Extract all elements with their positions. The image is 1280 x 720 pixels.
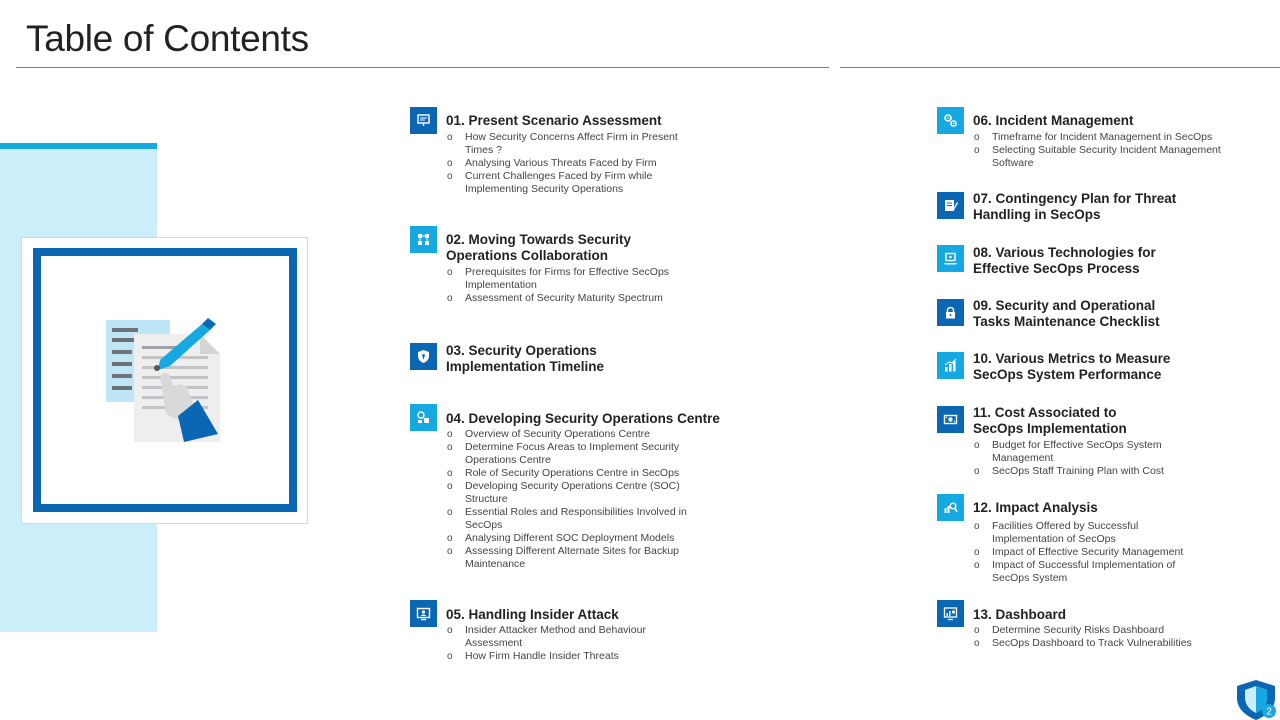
laptop-icon bbox=[937, 245, 964, 272]
shield-icon bbox=[410, 343, 437, 370]
toc-bullets bbox=[446, 624, 681, 663]
list-item: o Analysing Different SOC Deployment Models bbox=[446, 532, 706, 545]
list-item: o Assessment of Security Maturity Spectrum bbox=[446, 292, 691, 305]
title-divider-left bbox=[16, 67, 829, 68]
list-item: o Timeframe for Incident Management in SecOps bbox=[973, 131, 1228, 144]
list-item: o Facilities Offered by Successful Implementation of SecOps bbox=[973, 520, 1198, 546]
toc-heading: 03. Security Operations Implementation Timeline bbox=[446, 343, 605, 374]
side-decor-accent bbox=[0, 143, 157, 149]
shield-badge-icon bbox=[1235, 678, 1279, 720]
title-divider-right bbox=[840, 67, 1280, 68]
toc-bullets bbox=[973, 624, 1223, 650]
list-item: o Assessing Different Alternate Sites for Backup Maintenance bbox=[446, 545, 706, 571]
money-icon bbox=[937, 406, 964, 433]
page-title: Table of Contents bbox=[26, 18, 309, 59]
toc-heading: 12. Impact Analysis bbox=[973, 500, 1098, 515]
toc-heading: 01. Present Scenario Assessment bbox=[446, 113, 662, 128]
list-item: o SecOps Dashboard to Track Vulnerabilities bbox=[973, 637, 1223, 650]
list-item: o Analysing Various Threats Faced by Firm bbox=[446, 157, 691, 170]
analysis-icon bbox=[937, 494, 964, 521]
page-number: 2 bbox=[1266, 706, 1272, 718]
toc-bullets bbox=[446, 266, 691, 305]
list-item: o Current Challenges Faced by Firm while Implementing Security Operations bbox=[446, 170, 691, 196]
document-pen-icon bbox=[937, 192, 964, 219]
bar-chart-icon bbox=[937, 352, 964, 379]
toc-heading: 02. Moving Towards Security Operations Collaboration bbox=[446, 232, 632, 263]
toc-heading: 13. Dashboard bbox=[973, 607, 1067, 622]
list-item: o Budget for Effective SecOps System Management bbox=[973, 439, 1208, 465]
list-item: o Insider Attacker Method and Behaviour Assessment bbox=[446, 624, 681, 650]
toc-bullets bbox=[973, 131, 1228, 170]
list-item: o Selecting Suitable Security Incident Management Software bbox=[973, 144, 1228, 170]
list-item: o Impact of Successful Implementation of SecOps System bbox=[973, 559, 1198, 585]
list-item: o How Firm Handle Insider Threats bbox=[446, 650, 681, 663]
monitor-user-icon bbox=[410, 600, 437, 627]
toc-bullets bbox=[446, 428, 706, 571]
toc-bullets bbox=[973, 520, 1198, 585]
toc-heading: 05. Handling Insider Attack bbox=[446, 607, 619, 622]
list-item: o Overview of Security Operations Centre bbox=[446, 428, 706, 441]
toc-heading: 07. Contingency Plan for Threat Handling in SecOps bbox=[973, 191, 1177, 222]
toc-heading: 08. Various Technologies for Effective SecOps Process bbox=[973, 245, 1156, 276]
list-item: o Prerequisites for Firms for Effective SecOps Implementation bbox=[446, 266, 691, 292]
toc-bullets bbox=[973, 439, 1208, 478]
toc-heading: 06. Incident Management bbox=[973, 113, 1134, 128]
network-icon bbox=[410, 226, 437, 253]
toc-heading: 11. Cost Associated to SecOps Implementation bbox=[973, 405, 1127, 436]
toc-heading: 09. Security and Operational Tasks Maintenance Checklist bbox=[973, 298, 1160, 329]
list-item: o Impact of Effective Security Management bbox=[973, 546, 1198, 559]
toc-heading: 10. Various Metrics to Measure SecOps System Performance bbox=[973, 351, 1171, 382]
toc-bullets bbox=[446, 131, 691, 196]
list-item: o Determine Focus Areas to Implement Security Operations Centre bbox=[446, 441, 706, 467]
list-item: o Essential Roles and Responsibilities Involved in SecOps bbox=[446, 506, 706, 532]
dashboard-icon bbox=[937, 600, 964, 627]
list-item: o SecOps Staff Training Plan with Cost bbox=[973, 465, 1208, 478]
presentation-icon bbox=[410, 107, 437, 134]
list-item: o Determine Security Risks Dashboard bbox=[973, 624, 1223, 637]
list-item: o Role of Security Operations Centre in SecOps bbox=[446, 467, 706, 480]
document-signing-icon bbox=[104, 316, 226, 446]
toc-heading: 04. Developing Security Operations Centre bbox=[446, 411, 720, 426]
list-item: o How Security Concerns Affect Firm in Present Times ? bbox=[446, 131, 691, 157]
lock-icon bbox=[937, 299, 964, 326]
gears-icon bbox=[937, 107, 964, 134]
operations-centre-icon bbox=[410, 404, 437, 431]
list-item: o Developing Security Operations Centre (SOC) Structure bbox=[446, 480, 706, 506]
